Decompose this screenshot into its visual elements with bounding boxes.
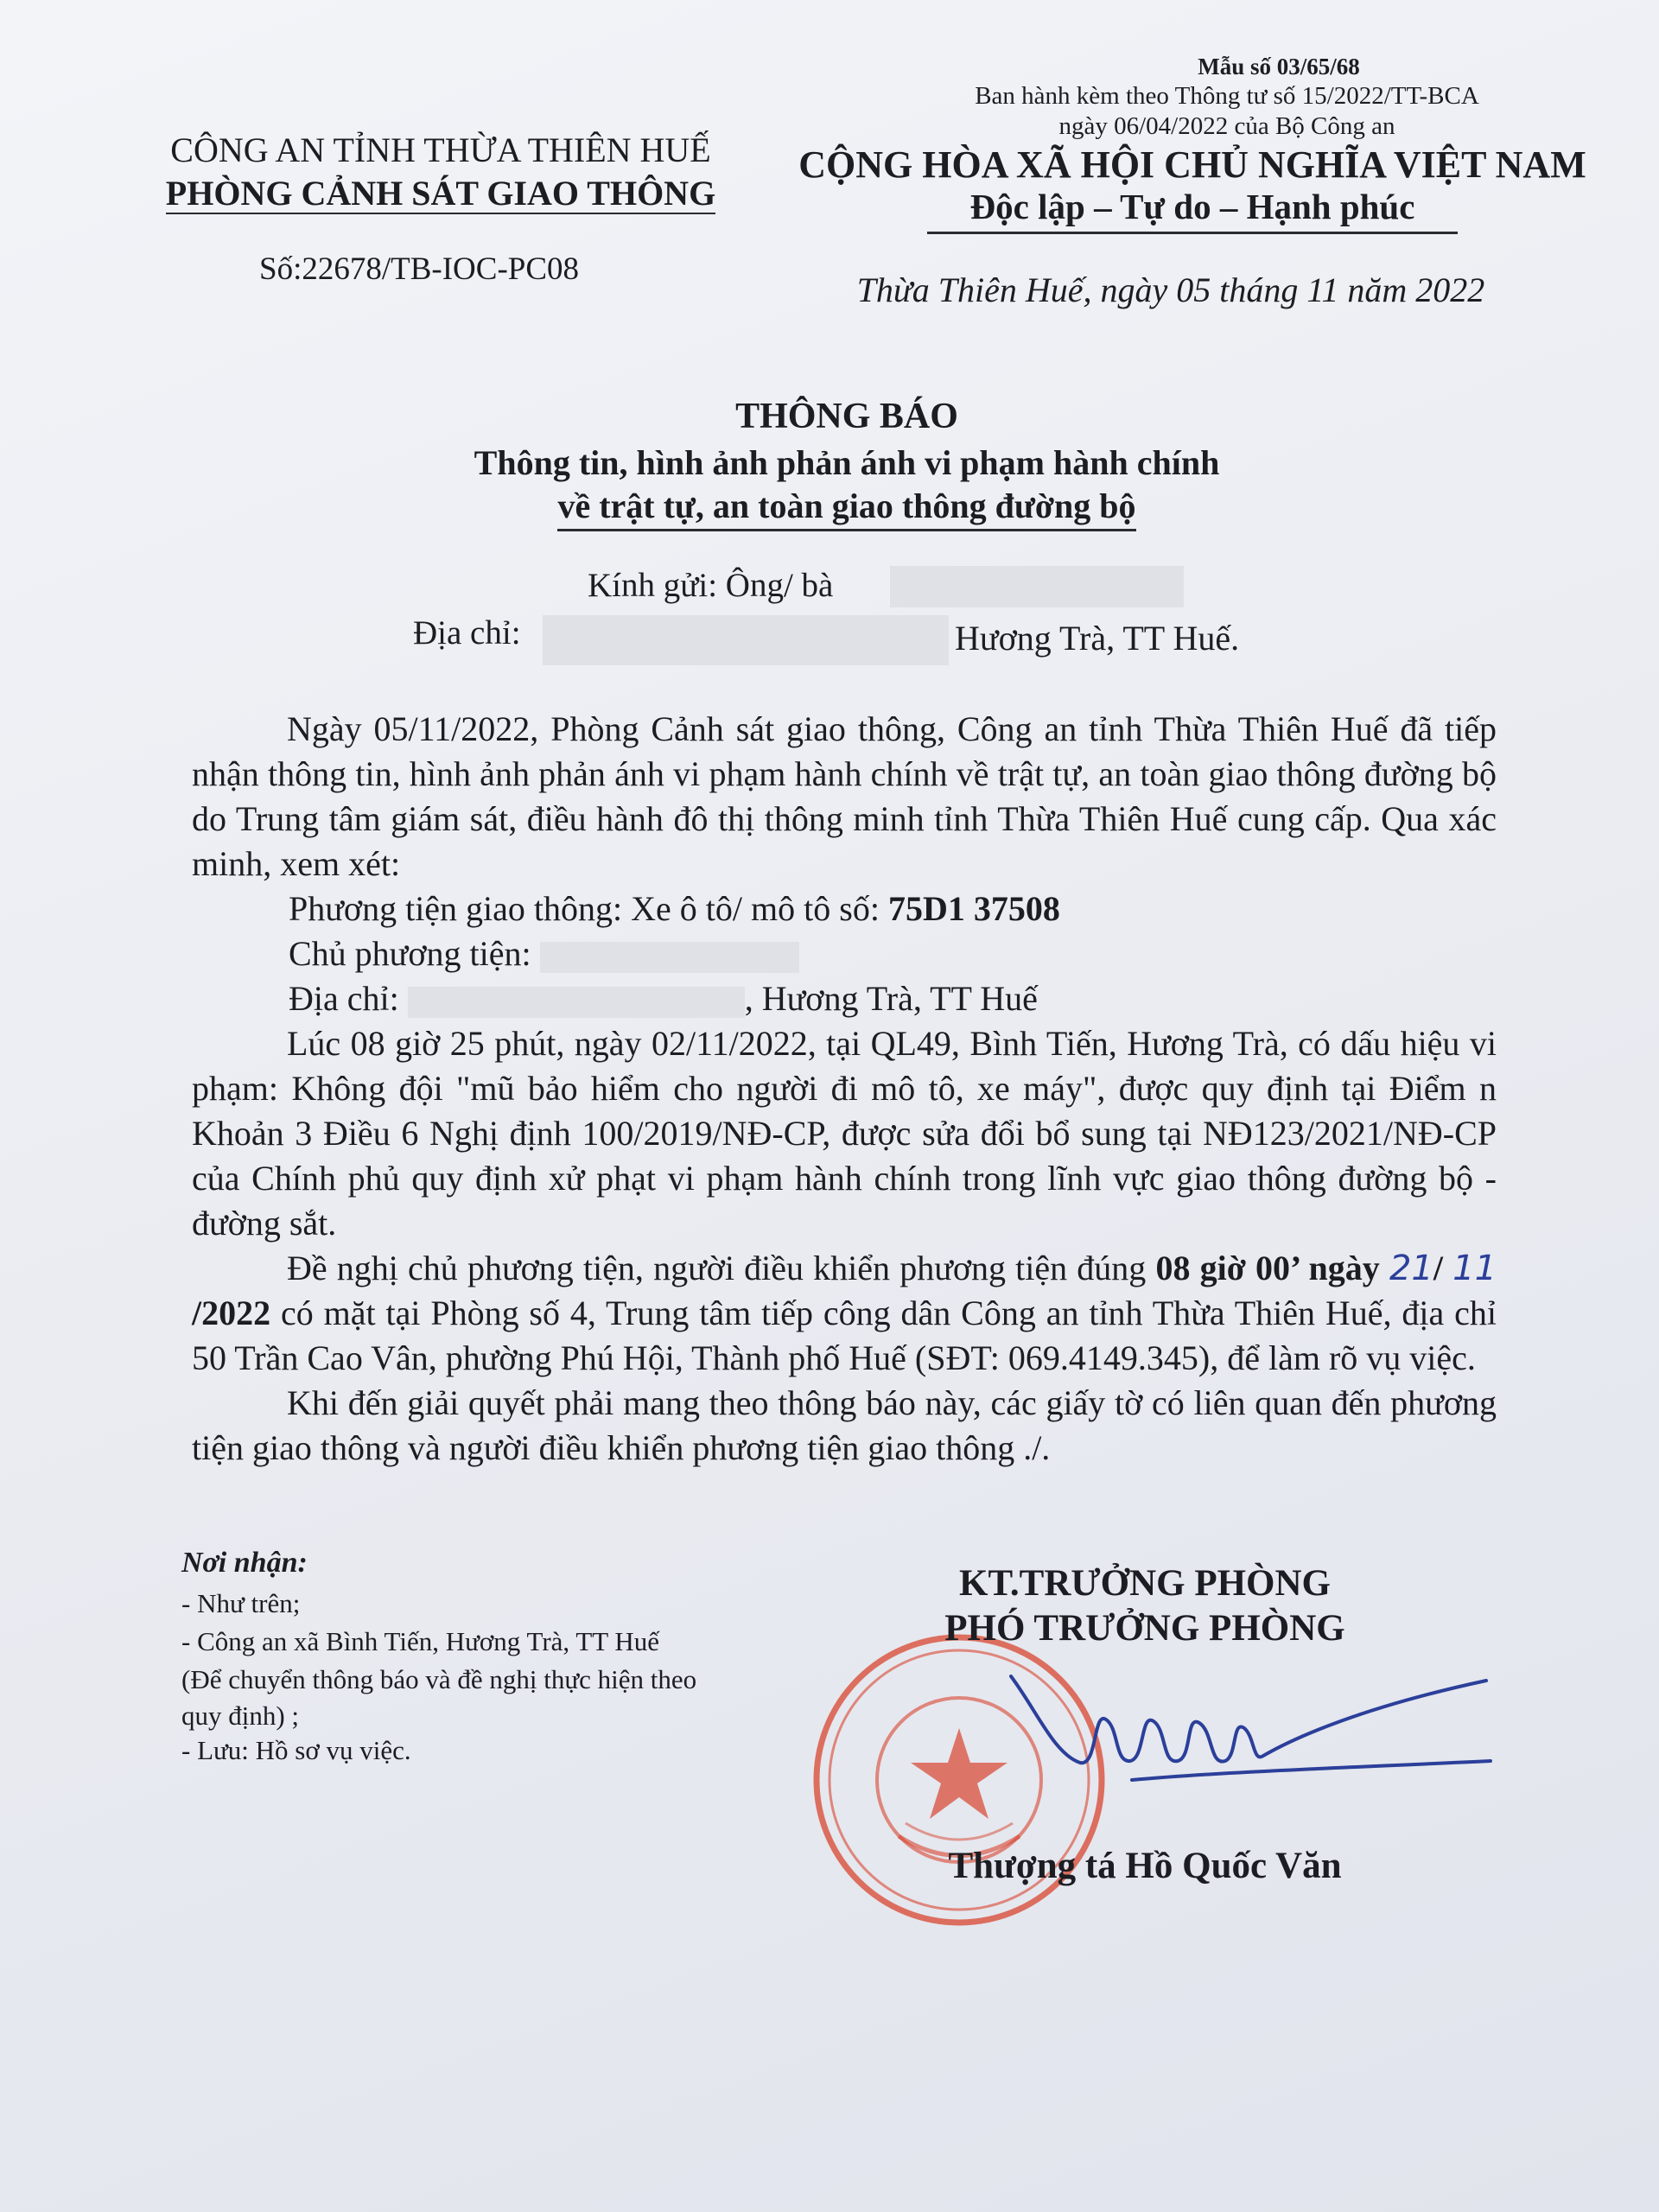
country-name: CỘNG HÒA XÃ HỘI CHỦ NGHĨA VIỆT NAM — [798, 143, 1586, 186]
agency-name — [138, 173, 743, 213]
recipient-address-label: Địa chỉ: — [413, 614, 521, 652]
body-paragraph-1: Ngày 05/11/2022, Phòng Cảnh sát giao thông, Công an tỉnh Thừa Thiên Huế đã tiếp nhận thông tin, hình ảnh phản ánh vi phạm hành chính về trật tự, an toàn giao thông đường bộ do Trung tâm giám sát, điều hành đô thị thông minh tỉnh Thừa Thiên Huế cung cấp. Qua xác minh, xem xét: — [192, 709, 1497, 883]
body-paragraph-3 — [192, 1246, 1497, 1381]
body-paragraph-4: Khi đến giải quyết phải mang theo thông báo này, các giấy tờ có liên quan đến phương tiện giao thông và người điều khiển phương tiện giao thông ./. — [192, 1383, 1497, 1467]
subtitle-line-1: Thông tin, hình ảnh phản ánh vi phạm hành chính — [474, 443, 1220, 482]
owner-address-suffix: , Hương Trà, TT Huế — [744, 979, 1038, 1018]
redacted-address-block — [543, 615, 949, 665]
vehicle-label: Phương tiện giao thông: Xe ô tô/ mô tô số: — [289, 889, 880, 928]
appointment-time: 08 giờ 00’ ngày — [1155, 1249, 1380, 1287]
recipient-line: - Lưu: Hồ sơ vụ việc. — [181, 1735, 411, 1765]
signer-title-2: PHÓ TRƯỞNG PHÒNG — [944, 1608, 1345, 1649]
subtitle-line-2-text: về trật tự, an toàn giao thông đường bộ — [557, 486, 1135, 531]
license-plate: 75D1 37508 — [887, 889, 1060, 928]
agency-name-text: PHÒNG CẢNH SÁT GIAO THÔNG — [165, 174, 716, 213]
document-title: THÔNG BÁO — [735, 397, 958, 436]
appointment-year: /2022 — [192, 1294, 271, 1332]
national-motto — [864, 186, 1521, 227]
owner-address-label: Địa chỉ: — [289, 979, 399, 1018]
recipient-line: quy định) ; — [181, 1700, 300, 1731]
vehicle-line — [192, 887, 1497, 931]
redacted-owner-block — [540, 942, 799, 973]
issued-by-line-2: ngày 06/04/2022 của Bộ Công an — [1058, 112, 1395, 140]
signer-name: Thượng tá Hồ Quốc Văn — [948, 1846, 1342, 1886]
recipient-greeting: Kính gửi: Ông/ bà — [588, 567, 834, 604]
recipient-line: - Như trên; — [181, 1588, 301, 1618]
body-paragraph-2: Lúc 08 giờ 25 phút, ngày 02/11/2022, tại QL49, Bình Tiến, Hương Trà, có dấu hiệu vi phạm: Không đội "mũ bảo hiểm cho người đi mô tô, xe máy", được quy định tại Điểm n Khoản 3 Điều 6 Nghị định 100/2019/NĐ-CP, được sửa đổi bổ sung tại NĐ123/2021/NĐ-CP của Chính phủ quy định xử phạt vi phạm hành chính trong lĩnh vực giao thông đường bộ - đường sắt. — [192, 1024, 1497, 1243]
motto-text: Độc lập – Tự do – Hạnh phúc — [927, 187, 1459, 234]
signer-title-1: KT.TRƯỞNG PHÒNG — [959, 1563, 1331, 1604]
date-separator: / — [1433, 1249, 1443, 1287]
place-and-date: Thừa Thiên Huế, ngày 05 tháng 11 năm 2022 — [856, 270, 1485, 309]
owner-address-line — [192, 976, 1497, 1021]
handwritten-signature — [1002, 1659, 1495, 1797]
para3-start: Đề nghị chủ phương tiện, người điều khiển phương tiện đúng — [287, 1249, 1147, 1287]
notice-body — [192, 707, 1497, 1471]
handwritten-month: 11 — [1452, 1249, 1497, 1288]
redacted-owner-address-block — [408, 987, 745, 1018]
redacted-name-block — [890, 566, 1184, 607]
recipients-heading: Nơi nhận: — [181, 1547, 308, 1579]
agency-parent: CÔNG AN TỈNH THỪA THIÊN HUẾ — [170, 130, 711, 169]
para3-rest: có mặt tại Phòng số 4, Trung tâm tiếp công dân Công an tỉnh Thừa Thiên Huế, địa chỉ 50 Trần Cao Vân, phường Phú Hội, Thành phố Huế (SĐT: 069.4149.345), để làm rõ vụ việc. — [192, 1294, 1497, 1377]
recipient-line: (Để chuyển thông báo và đề nghị thực hiện theo — [181, 1664, 697, 1694]
owner-line — [192, 931, 1497, 976]
subtitle-line-2 — [415, 486, 1279, 526]
recipient-line: - Công an xã Bình Tiến, Hương Trà, TT Huế — [181, 1626, 660, 1656]
document-number: Số:22678/TB-IOC-PC08 — [259, 251, 580, 287]
handwritten-day: 21 — [1389, 1249, 1433, 1288]
owner-label: Chủ phương tiện: — [289, 934, 531, 973]
recipient-address-suffix: Hương Trà, TT Huế. — [955, 619, 1240, 658]
issued-by-line-1: Ban hành kèm theo Thông tư số 15/2022/TT-BCA — [975, 82, 1479, 110]
form-code: Mẫu số 03/65/68 — [1198, 54, 1360, 79]
